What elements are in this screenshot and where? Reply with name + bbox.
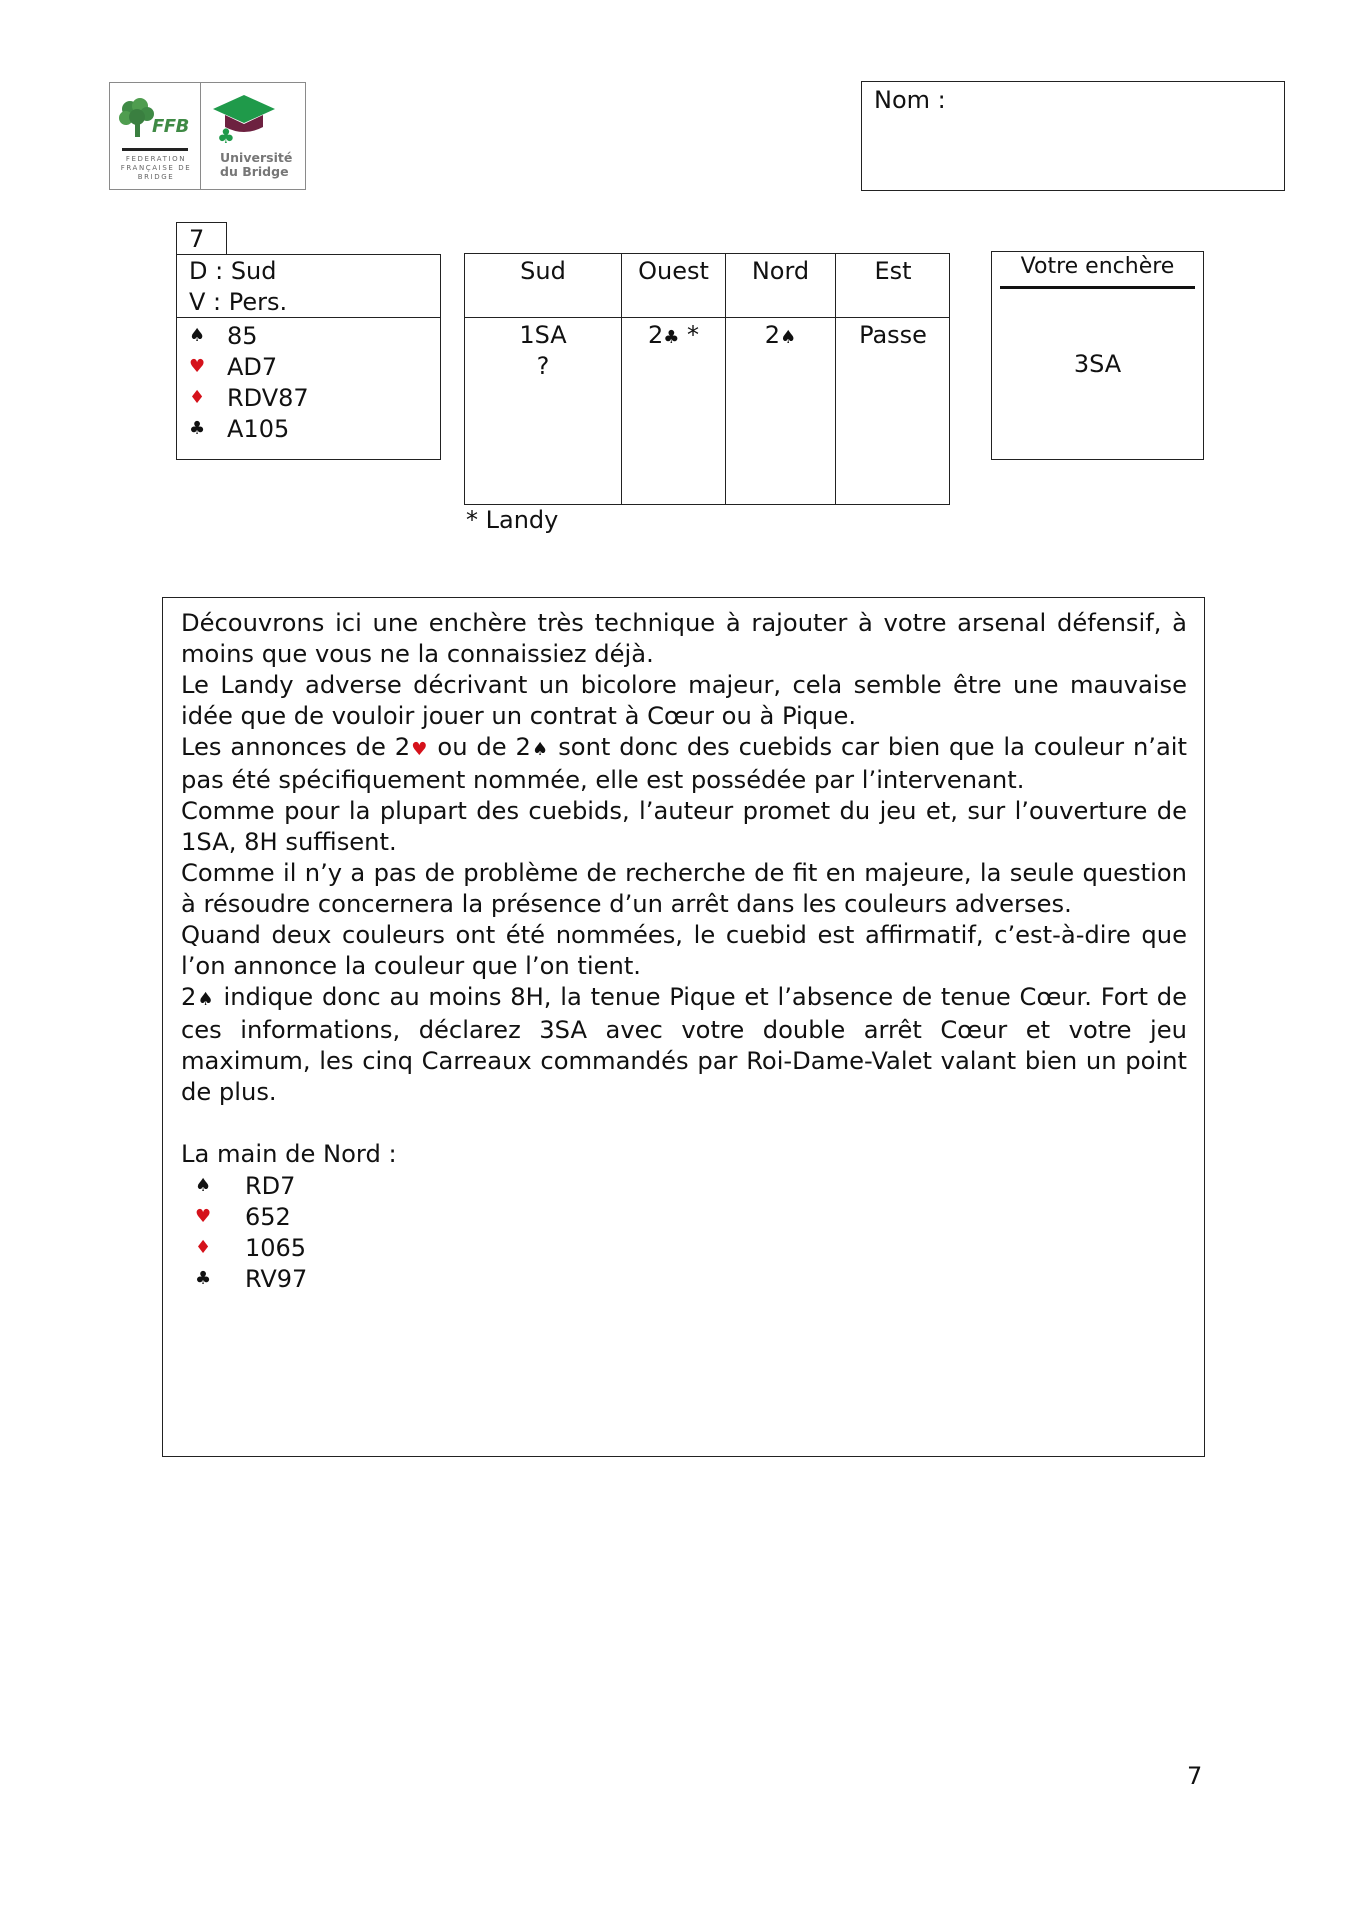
answer-box	[991, 251, 1204, 460]
p7-text-a: 2	[181, 983, 197, 1011]
hearts-icon: ♥	[189, 356, 206, 377]
north-hand-title: La main de Nord :	[181, 1140, 397, 1168]
hearts-icon: ♥	[410, 739, 429, 760]
hearts-cards: AD7	[227, 352, 278, 381]
north-clubs-cards: RV97	[245, 1264, 308, 1293]
ffb-logo	[110, 83, 201, 189]
north-suit-row-clubs	[181, 1263, 1187, 1294]
name-label: Nom :	[874, 86, 946, 114]
north-spades-cards: RD7	[245, 1171, 296, 1200]
spades-icon: ♠	[195, 1175, 212, 1196]
explanation-paragraph-4: Comme pour la plupart des cuebids, l’auteur promet du jeu et, sur l’ouverture de 1SA, 8H suffisent.	[181, 797, 1187, 856]
suit-row-clubs	[177, 413, 440, 444]
bid-sud-2: ?	[536, 352, 550, 380]
north-hand	[181, 1170, 1187, 1294]
ffb-wordmark: FFB	[152, 116, 189, 137]
bid-est-1: Passe	[859, 321, 927, 349]
suit-row-diamonds	[177, 382, 440, 413]
spades-icon: ♠	[530, 739, 550, 760]
spacer	[181, 1108, 1187, 1139]
clubs-icon: ♣	[189, 418, 206, 439]
ffb-subtitle: FEDERATION FRANÇAISE DE BRIDGE	[120, 155, 192, 181]
deal-number: 7	[176, 222, 227, 255]
universite-line-1: Université	[220, 150, 293, 165]
p7-text-b: indique donc au moins 8H, la tenue Pique et l’absence de tenue Cœur. Fort de ces informations, déclarez 3SA avec votre double arrêt Cœur et votre jeu maximum, les cinq Carreaux commandés par Roi-Dame-Valet valant bien un point de plus.	[181, 983, 1187, 1106]
suit-row-hearts	[177, 351, 440, 382]
answer-underline	[1000, 286, 1195, 289]
south-hand	[177, 318, 440, 444]
explanation-paragraph-6: Quand deux couleurs ont été nommées, le cuebid est affirmatif, c’est-à-dire que l’on annonce la couleur que l’on tient.	[181, 921, 1187, 980]
universite-logo	[201, 83, 305, 189]
clubs-cards: A105	[227, 414, 290, 443]
bid-ouest-1	[622, 318, 725, 353]
logo-banner	[109, 82, 306, 190]
clubs-icon: ♣	[195, 1268, 212, 1289]
p3-text-c: sont donc des cuebids car bien que la couleur n’ait pas été spécifiquement nommée, elle est possédée par l’intervenant.	[181, 733, 1187, 794]
south-hand-box	[176, 254, 441, 460]
explanation-paragraph-1: Découvrons ici une enchère très technique à rajouter à votre arsenal défensif, à moins que vous ne la connaissiez déjà.	[181, 609, 1187, 668]
explanation-paragraph-2: Le Landy adverse décrivant un bicolore majeur, cela semble être une mauvaise idée que de vouloir jouer un contrat à Cœur ou à Pique.	[181, 671, 1187, 730]
bid-column-est	[835, 254, 950, 504]
diamonds-cards: RDV87	[227, 383, 309, 412]
bid-column-ouest	[621, 254, 725, 504]
logo-divider	[122, 148, 188, 151]
bid-nord-level: 2	[764, 321, 781, 349]
north-suit-row-spades	[181, 1170, 1187, 1201]
deal-info	[177, 255, 440, 318]
bid-ouest-alert: *	[679, 321, 700, 349]
p3-text-a: Les annonces de 2	[181, 733, 411, 761]
spades-icon: ♠	[196, 989, 215, 1010]
p3-text-b: ou de 2	[428, 733, 531, 761]
bidding-footnote: * Landy	[466, 506, 559, 534]
graduation-cap-icon	[209, 93, 279, 145]
clubs-icon: ♣	[663, 327, 680, 348]
bid-header-est: Est	[836, 254, 950, 318]
north-suit-row-hearts	[181, 1201, 1187, 1232]
explanation-paragraph-7	[181, 982, 1187, 1108]
hearts-icon: ♥	[195, 1206, 212, 1227]
north-suit-row-diamonds	[181, 1232, 1187, 1263]
bid-nord-1	[726, 318, 835, 353]
bid-header-sud: Sud	[465, 254, 621, 318]
svg-text:♣: ♣	[217, 124, 235, 145]
north-hearts-cards: 652	[245, 1202, 291, 1231]
dealer: D : Sud	[189, 257, 277, 285]
universite-wordmark	[220, 151, 292, 179]
explanation-box	[162, 597, 1205, 1457]
spades-icon: ♠	[780, 327, 797, 348]
bid-header-ouest: Ouest	[622, 254, 725, 318]
explanation-paragraph-5: Comme il n’y a pas de problème de recherche de fit en majeure, la seule question à résoudre concernera la présence d’un arrêt dans les couleurs adverses.	[181, 859, 1187, 918]
bidding-table	[464, 253, 950, 505]
bid-header-nord: Nord	[726, 254, 835, 318]
universite-line-2: du Bridge	[220, 164, 289, 179]
name-field[interactable]	[861, 81, 1285, 191]
bid-column-sud	[465, 254, 621, 504]
suit-row-spades	[177, 320, 440, 351]
bid-sud-1: 1SA	[519, 321, 567, 349]
bid-column-nord	[725, 254, 835, 504]
diamonds-icon: ♦	[195, 1237, 212, 1258]
diamonds-icon: ♦	[189, 387, 206, 408]
explanation-paragraph-3	[181, 732, 1187, 796]
spades-cards: 85	[227, 321, 258, 350]
north-diamonds-cards: 1065	[245, 1233, 307, 1262]
bid-ouest-level: 2	[647, 321, 664, 349]
answer-title: Votre enchère	[1020, 254, 1175, 279]
spades-icon: ♠	[189, 325, 206, 346]
answer-value: 3SA	[1073, 350, 1122, 378]
vulnerability: V : Pers.	[189, 288, 288, 316]
page-number: 7	[1187, 1762, 1203, 1790]
